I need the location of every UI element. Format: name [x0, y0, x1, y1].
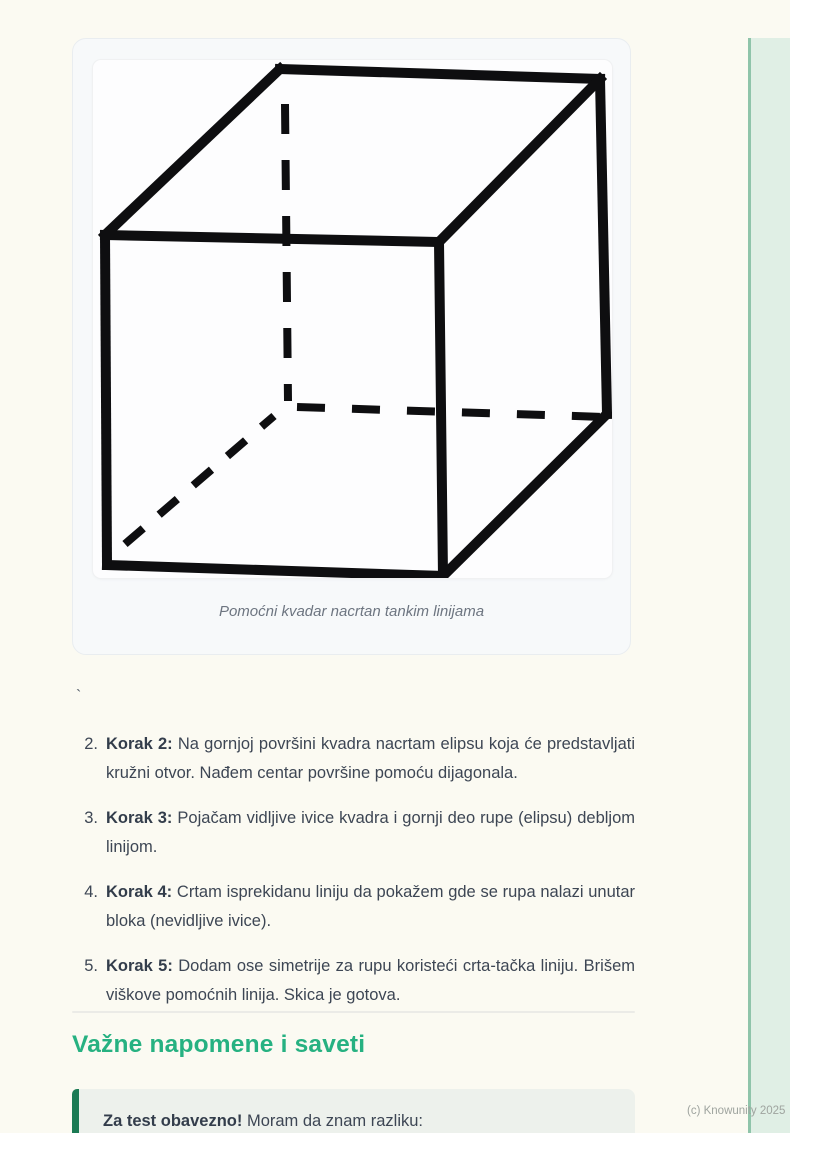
step-text: Dodam ose simetrije za rupu koristeći crta-tačka liniju. Brišem viškove pomoćnih linija. Skica je gotova. — [106, 957, 635, 1004]
callout-label: Za test obavezno! — [103, 1112, 243, 1130]
step-item — [72, 804, 635, 862]
step-label: Korak 2: — [106, 735, 173, 753]
section-divider — [72, 1011, 635, 1013]
step-item — [72, 730, 635, 788]
step-text: Pojačam vidljive ivice kvadra i gornji deo rupe (elipsu) debljom linijom. — [106, 809, 636, 856]
step-number: 5. — [84, 957, 98, 975]
step-text: Na gornjoj površini kvadra nacrtam elipsu koja će predstavljati kružni otvor. Nađem centar površine pomoću dijagonala. — [106, 735, 635, 782]
step-text: Crtam isprekidanu liniju da pokažem gde se rupa nalazi unutar bloka (nevidljive ivice). — [106, 883, 636, 930]
step-item — [72, 878, 635, 936]
step-label: Korak 3: — [106, 809, 173, 827]
copyright-watermark: (c) Knowunity 2025 — [687, 1105, 786, 1117]
page-accent-bar — [748, 38, 790, 1133]
step-number: 2. — [84, 735, 98, 753]
callout-text: Moram da znam razliku: — [242, 1112, 423, 1130]
figure-panel — [93, 60, 612, 578]
figure-card — [72, 38, 631, 655]
steps-list — [72, 730, 635, 1026]
figure-caption: Pomoćni kvadar nacrtan tankim linijama — [218, 603, 485, 620]
cuboid-drawing — [93, 60, 612, 578]
important-callout — [72, 1089, 635, 1133]
step-item — [72, 952, 635, 1010]
step-label: Korak 4: — [106, 883, 173, 901]
section-heading: Važne napomene i saveti — [72, 1031, 366, 1058]
step-label: Korak 5: — [106, 957, 173, 975]
step-number: 3. — [84, 809, 98, 827]
stray-backtick: ` — [76, 688, 82, 705]
step-number: 4. — [84, 883, 98, 901]
